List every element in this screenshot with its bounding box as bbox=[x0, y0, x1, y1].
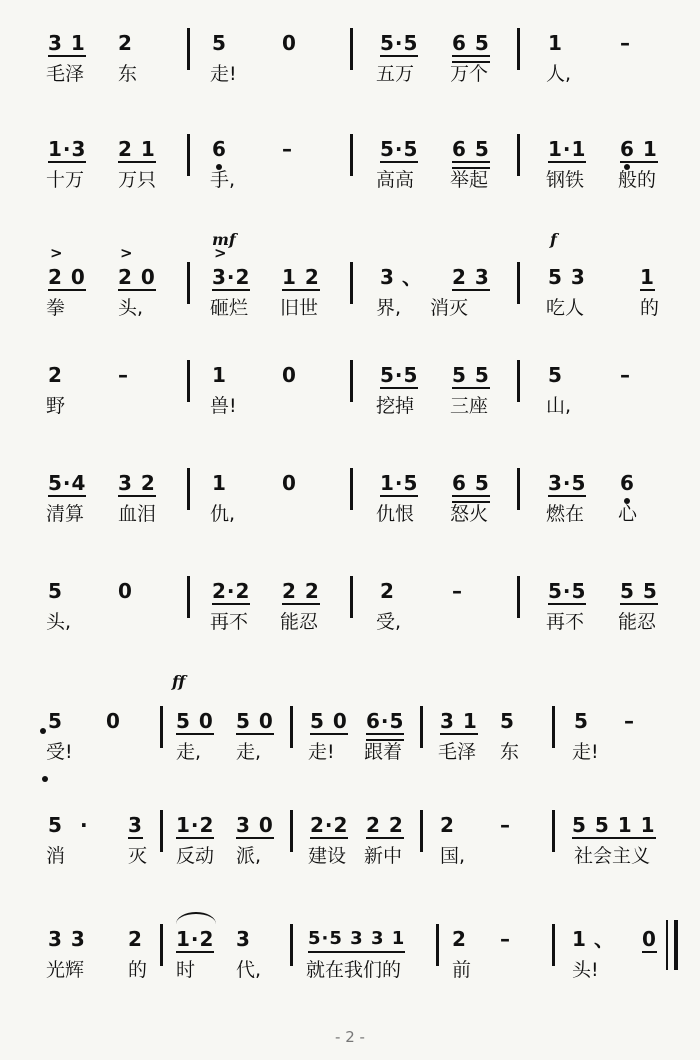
lyric: 挖掉 bbox=[376, 395, 415, 417]
note: – bbox=[500, 813, 511, 837]
lyric: 心 bbox=[618, 503, 638, 525]
note: 6 bbox=[212, 137, 227, 161]
note-group: 5 5 bbox=[620, 579, 658, 603]
score-row-3 bbox=[0, 230, 700, 372]
lyric: 走! bbox=[308, 741, 335, 763]
note: 5 bbox=[48, 709, 63, 733]
bar-line bbox=[350, 28, 353, 70]
note: – bbox=[624, 709, 635, 733]
lyric: 时 bbox=[176, 959, 196, 981]
bar-line bbox=[290, 706, 293, 748]
bar-line bbox=[517, 28, 520, 70]
note: 1 bbox=[212, 363, 227, 387]
note-group: 2 0 bbox=[48, 265, 86, 289]
lyric: 灭 bbox=[128, 845, 148, 867]
note-group: 5 5 bbox=[452, 363, 490, 387]
note: 1 bbox=[548, 31, 563, 55]
note: 0 bbox=[118, 579, 133, 603]
lyric: 砸烂 bbox=[210, 297, 249, 319]
lyric: 受! bbox=[46, 741, 73, 763]
breath-mark: 、 bbox=[594, 927, 615, 951]
lyric: 十万 bbox=[46, 169, 85, 191]
accent-mark: > bbox=[50, 244, 63, 262]
note: 3 bbox=[128, 813, 143, 837]
lyric: 高高 bbox=[376, 169, 415, 191]
lyric: 举起 bbox=[450, 169, 489, 191]
lyric: 兽! bbox=[210, 395, 237, 417]
note-group: 2 2 bbox=[366, 813, 404, 837]
note: 1 bbox=[212, 471, 227, 495]
note: 2 bbox=[452, 927, 467, 951]
lyric: 燃在 bbox=[546, 503, 585, 525]
lyric: 社会主义 bbox=[574, 845, 651, 867]
bar-line bbox=[517, 134, 520, 176]
lyric: 仇, bbox=[210, 503, 236, 525]
lyric: 万只 bbox=[118, 169, 157, 191]
lyric: 仇恨 bbox=[376, 503, 415, 525]
lyric: 走, bbox=[176, 741, 202, 763]
bar-line bbox=[187, 360, 190, 402]
note: 3 bbox=[236, 927, 251, 951]
note: – bbox=[620, 363, 631, 387]
lyric: 东 bbox=[500, 741, 520, 763]
bar-line bbox=[436, 924, 439, 966]
note-group: 2 2 bbox=[282, 579, 320, 603]
score-row-7 bbox=[0, 672, 700, 816]
note-group: 5 0 bbox=[236, 709, 274, 733]
score-row-1 bbox=[0, 28, 700, 138]
lyric: 代, bbox=[236, 959, 262, 981]
note-group: 3·5 bbox=[548, 471, 587, 495]
note: 3 bbox=[380, 265, 395, 289]
note-group: 6 5 bbox=[452, 471, 490, 495]
note-group: 3 0 bbox=[236, 813, 274, 837]
lyric: 清算 bbox=[46, 503, 85, 525]
lyric: 吃人 bbox=[546, 297, 585, 319]
bar-line bbox=[517, 576, 520, 618]
lyric: 走! bbox=[572, 741, 599, 763]
lyric: 旧世 bbox=[280, 297, 319, 319]
lyric: 走, bbox=[236, 741, 262, 763]
note: 5 bbox=[500, 709, 515, 733]
lyric: 血泪 bbox=[118, 503, 157, 525]
note: 0 bbox=[642, 927, 657, 951]
bar-line bbox=[517, 468, 520, 510]
score-row-4 bbox=[0, 360, 700, 470]
note: 0 bbox=[282, 31, 297, 55]
note: 2 bbox=[380, 579, 395, 603]
note-group: 2·2 bbox=[212, 579, 251, 603]
lyric: 头! bbox=[572, 959, 599, 981]
score-row-5 bbox=[0, 468, 700, 578]
lyric: 五万 bbox=[376, 63, 415, 85]
note: 1 bbox=[640, 265, 655, 289]
note: – bbox=[118, 363, 129, 387]
bar-line bbox=[160, 924, 163, 966]
accent-mark: > bbox=[120, 244, 133, 262]
note: 0 bbox=[106, 709, 121, 733]
lyric: 界, bbox=[376, 297, 402, 319]
note-group: 6·5 bbox=[366, 709, 405, 733]
breath-mark: 、 bbox=[402, 265, 423, 289]
note: 2 bbox=[118, 31, 133, 55]
note-group: 2·2 bbox=[310, 813, 349, 837]
bar-line bbox=[187, 468, 190, 510]
bar-line bbox=[420, 810, 423, 852]
lyric: 就在我们的 bbox=[306, 959, 402, 981]
bar-line bbox=[517, 262, 520, 304]
bar-line bbox=[552, 924, 555, 966]
lyric: 怒火 bbox=[450, 503, 489, 525]
dynamic-mark: mf bbox=[212, 230, 236, 249]
lyric: 能忍 bbox=[618, 611, 657, 633]
note: 5 3 bbox=[548, 265, 586, 289]
note: 5 bbox=[48, 813, 63, 837]
lyric: 手, bbox=[210, 169, 236, 191]
note: – bbox=[282, 137, 293, 161]
note: 5 bbox=[212, 31, 227, 55]
note-group: 2 3 bbox=[452, 265, 490, 289]
lyric: 三座 bbox=[450, 395, 489, 417]
lyric: 派, bbox=[236, 845, 262, 867]
bar-line bbox=[350, 468, 353, 510]
lyric: 光辉 bbox=[46, 959, 85, 981]
score-row-6 bbox=[0, 576, 700, 686]
lyric: 的 bbox=[128, 959, 148, 981]
dynamic-mark: ff bbox=[172, 672, 186, 691]
bar-line bbox=[350, 360, 353, 402]
lyric: 再不 bbox=[546, 611, 585, 633]
note-group: 5 0 bbox=[176, 709, 214, 733]
lyric: 般的 bbox=[618, 169, 657, 191]
lyric: 钢铁 bbox=[546, 169, 585, 191]
low-octave-dot bbox=[40, 728, 46, 734]
bar-line bbox=[187, 576, 190, 618]
note-group: 3 1 bbox=[48, 31, 86, 55]
lyric: 再不 bbox=[210, 611, 249, 633]
note: 3 3 bbox=[48, 927, 86, 951]
lyric: 毛泽 bbox=[46, 63, 85, 85]
lyric: 拳 bbox=[46, 297, 66, 319]
bar-line bbox=[350, 262, 353, 304]
note-group: 6 5 bbox=[452, 31, 490, 55]
note: · bbox=[80, 813, 89, 837]
note: 1 bbox=[572, 927, 587, 951]
bar-line bbox=[350, 134, 353, 176]
note-group: 5·5 bbox=[380, 363, 419, 387]
note-group: 3·2 bbox=[212, 265, 251, 289]
bar-line bbox=[420, 706, 423, 748]
lyric: 国, bbox=[440, 845, 466, 867]
note-group: 5·4 bbox=[48, 471, 87, 495]
bar-line bbox=[187, 262, 190, 304]
note-group: 1·2 bbox=[176, 927, 215, 951]
note-group: 2 1 bbox=[118, 137, 156, 161]
lyric: 新中 bbox=[364, 845, 403, 867]
lyric: 头, bbox=[118, 297, 144, 319]
note: 0 bbox=[282, 471, 297, 495]
bar-line bbox=[187, 28, 190, 70]
bar-line bbox=[552, 706, 555, 748]
bar-line bbox=[187, 134, 190, 176]
note-group: 5 0 bbox=[310, 709, 348, 733]
note-group: 1·2 bbox=[176, 813, 215, 837]
note-group: 1·1 bbox=[548, 137, 587, 161]
note: 5 bbox=[574, 709, 589, 733]
lyric: 头, bbox=[46, 611, 72, 633]
score-row-9 bbox=[0, 924, 700, 1034]
lyric: 万个 bbox=[450, 63, 489, 85]
dynamic-mark: f bbox=[550, 230, 557, 249]
lyric: 人, bbox=[546, 63, 572, 85]
lyric: 受, bbox=[376, 611, 402, 633]
note-group: 3 2 bbox=[118, 471, 156, 495]
bar-line bbox=[517, 360, 520, 402]
score-row-8 bbox=[0, 810, 700, 920]
accent-mark: > bbox=[214, 244, 227, 262]
lyric: 前 bbox=[452, 959, 472, 981]
note-group: 1·3 bbox=[48, 137, 87, 161]
note-group: 5·5 3 3 1 bbox=[308, 928, 405, 953]
lyric: 建设 bbox=[308, 845, 347, 867]
note-group: 5·5 bbox=[380, 31, 419, 55]
note-group: 3 1 bbox=[440, 709, 478, 733]
lyric: 东 bbox=[118, 63, 138, 85]
lyric: 跟着 bbox=[364, 741, 403, 763]
note-group: 2 0 bbox=[118, 265, 156, 289]
final-bar-thin bbox=[666, 920, 668, 970]
note-group: 5·5 bbox=[380, 137, 419, 161]
note: 5 bbox=[48, 579, 63, 603]
note: 2 bbox=[128, 927, 143, 951]
note: – bbox=[452, 579, 463, 603]
bar-line bbox=[290, 810, 293, 852]
lyric: 能忍 bbox=[280, 611, 319, 633]
note: 2 bbox=[440, 813, 455, 837]
note: 0 bbox=[282, 363, 297, 387]
lyric: 的 bbox=[640, 297, 660, 319]
bar-line bbox=[160, 706, 163, 748]
final-bar-thick bbox=[674, 920, 678, 970]
lyric: 毛泽 bbox=[438, 741, 477, 763]
note-group: 6 1 bbox=[620, 137, 658, 161]
note: – bbox=[500, 927, 511, 951]
bar-line bbox=[350, 576, 353, 618]
bar-line bbox=[290, 924, 293, 966]
dot-mark bbox=[42, 776, 48, 782]
note: 6 bbox=[620, 471, 635, 495]
page-number: - 2 - bbox=[335, 1028, 365, 1046]
note: 2 bbox=[48, 363, 63, 387]
lyric: 反动 bbox=[176, 845, 215, 867]
note: – bbox=[620, 31, 631, 55]
note-group: 1·5 bbox=[380, 471, 419, 495]
note-group: 6 5 bbox=[452, 137, 490, 161]
note-group: 5·5 bbox=[548, 579, 587, 603]
lyric: 消灭 bbox=[430, 297, 469, 319]
lyric: 山, bbox=[546, 395, 572, 417]
note-group: 5 5 1 1 bbox=[572, 813, 656, 837]
note: 5 bbox=[548, 363, 563, 387]
bar-line bbox=[552, 810, 555, 852]
score-row-2 bbox=[0, 134, 700, 244]
lyric: 消 bbox=[46, 845, 66, 867]
bar-line bbox=[160, 810, 163, 852]
note-group: 1 2 bbox=[282, 265, 320, 289]
lyric: 走! bbox=[210, 63, 237, 85]
lyric: 野 bbox=[46, 395, 66, 417]
